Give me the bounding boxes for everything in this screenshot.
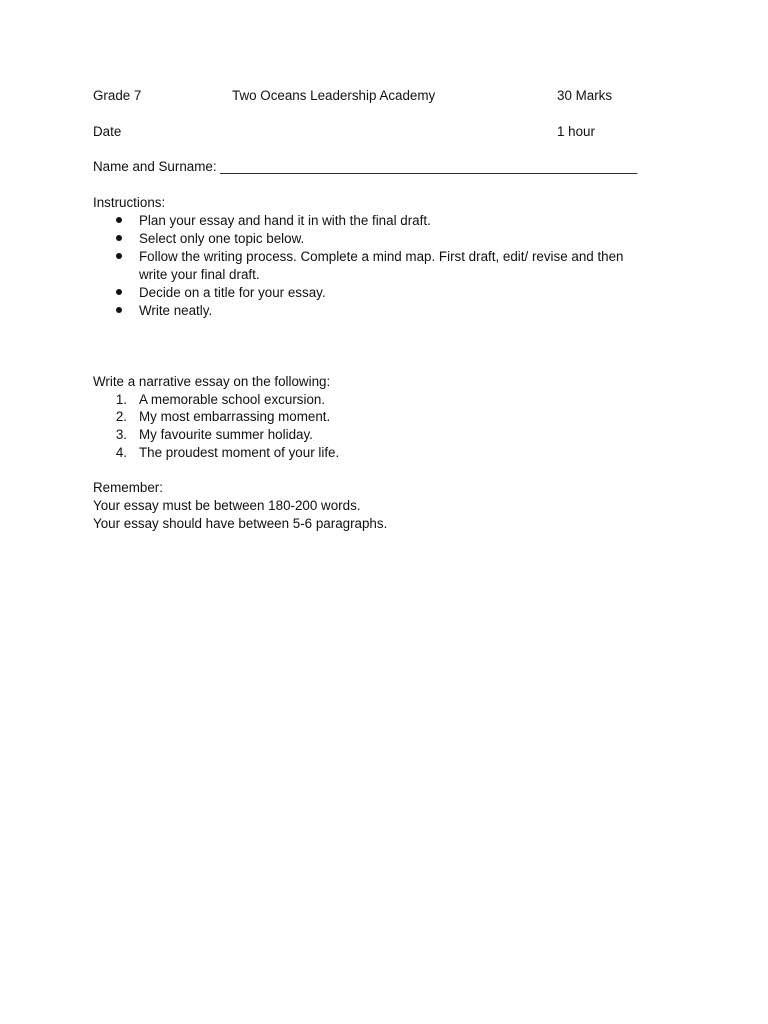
instructions-heading: Instructions: — [93, 195, 166, 210]
topic-item: My favourite summer holiday. — [139, 427, 313, 442]
bullet-icon — [116, 217, 122, 223]
instruction-item-continuation: write your final draft. — [139, 267, 260, 282]
marks-label: 30 Marks — [557, 88, 613, 103]
topic-item: My most embarrassing moment. — [139, 409, 331, 424]
bullet-icon — [116, 235, 122, 241]
remember-line: Your essay should have between 5-6 paragraphs. — [93, 516, 388, 531]
school-name: Two Oceans Leadership Academy — [232, 88, 436, 103]
grade-label: Grade 7 — [93, 88, 142, 103]
bullet-icon — [116, 289, 122, 295]
remember-heading: Remember: — [93, 480, 163, 495]
topic-item: The proudest moment of your life. — [139, 445, 340, 460]
essay-prompt: Write a narrative essay on the following: — [93, 374, 331, 389]
topic-number: 1. — [115, 392, 127, 407]
bullet-icon — [116, 307, 122, 313]
instruction-item: Write neatly. — [139, 303, 213, 318]
name-surname-line: Name and Surname: ________________________________________________________ — [93, 159, 638, 174]
topic-number: 4. — [115, 445, 127, 460]
instruction-item: Select only one topic below. — [139, 231, 305, 246]
instruction-item: Decide on a title for your essay. — [139, 285, 326, 300]
instruction-item: Follow the writing process. Complete a mind map. First draft, edit/ revise and then — [139, 249, 624, 264]
topic-number: 3. — [115, 427, 127, 442]
bullet-icon — [116, 253, 122, 259]
topic-item: A memorable school excursion. — [139, 392, 326, 407]
date-label: Date — [93, 124, 122, 139]
remember-line: Your essay must be between 180-200 words. — [93, 498, 361, 513]
topic-number: 2. — [115, 409, 127, 424]
instruction-item: Plan your essay and hand it in with the final draft. — [139, 213, 431, 228]
duration-label: 1 hour — [557, 124, 595, 139]
